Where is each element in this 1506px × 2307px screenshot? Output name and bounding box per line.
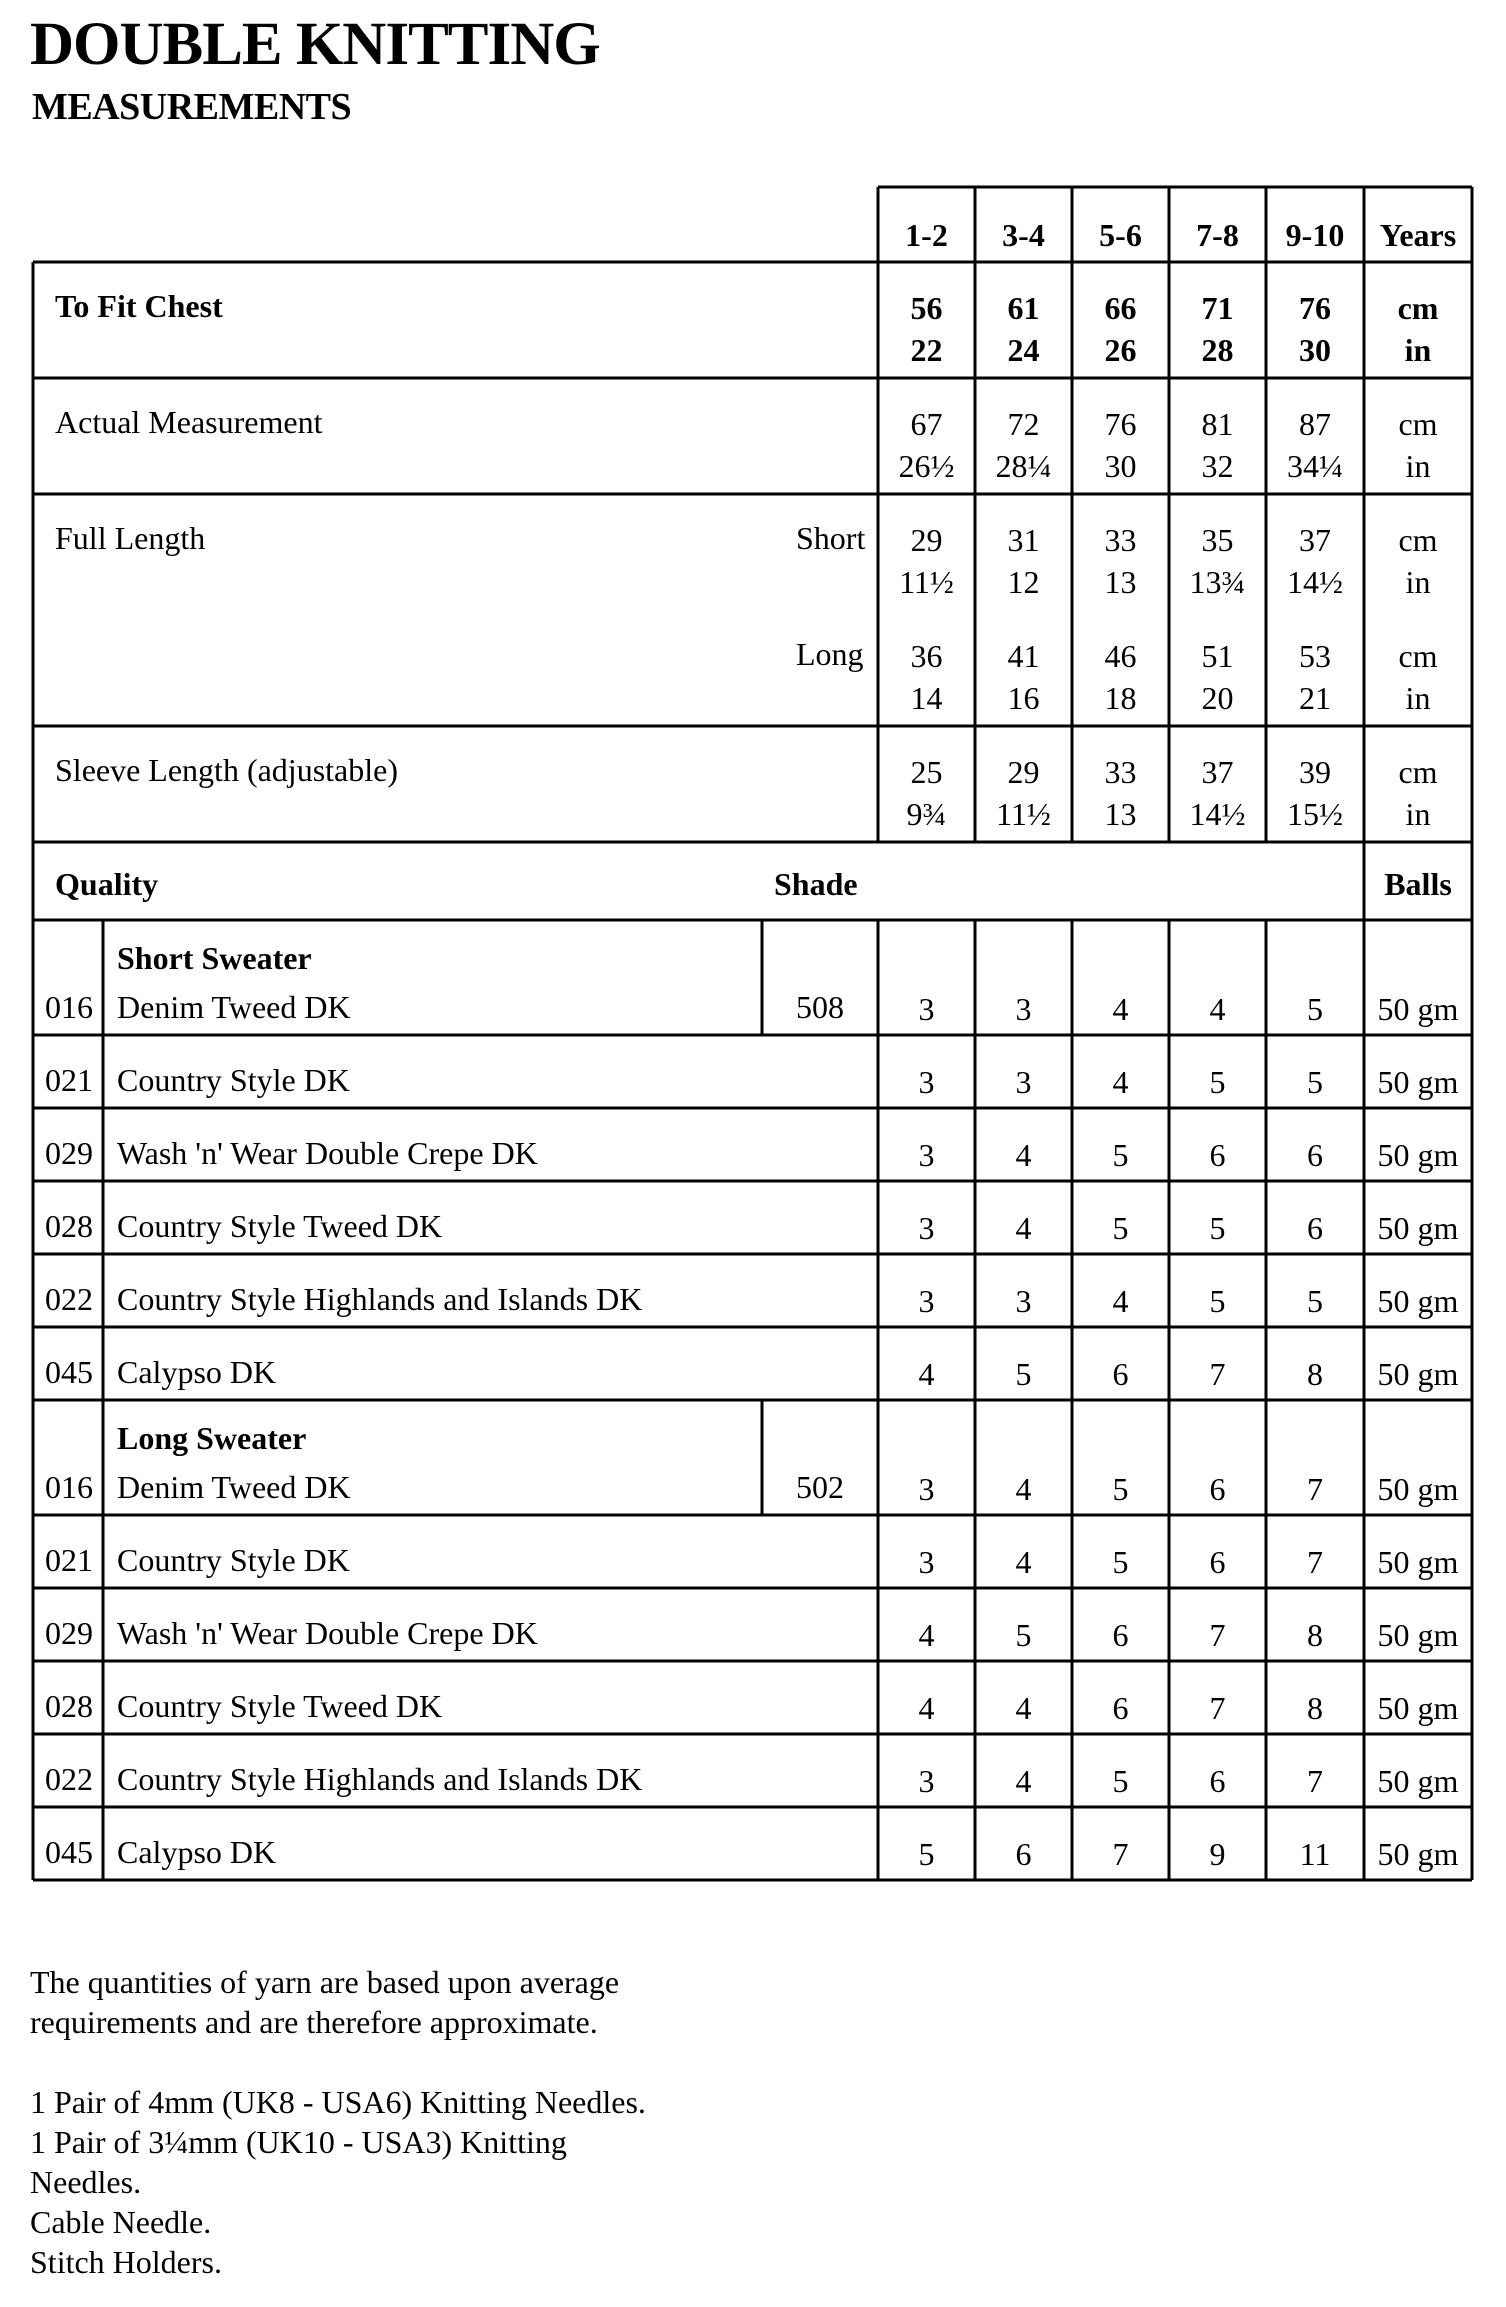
ball-count: 6 [1112,1617,1129,1653]
ball-count: 5 [1307,991,1323,1027]
inch-value: 14½ [1189,796,1246,832]
ball-count: 5 [1209,1210,1226,1246]
inch-value: 13 [1104,796,1137,832]
ball-weight: 50 gm [1377,1210,1459,1246]
ball-count: 3 [918,991,935,1027]
ball-count: 5 [1112,1137,1129,1173]
measurement-label: To Fit Chest [55,288,223,324]
ball-count: 5 [1015,1617,1032,1653]
yarn-name: Country Style Highlands and Islands DK [117,1281,643,1317]
cm-value: 56 [910,290,943,326]
cm-unit: cm [1398,754,1438,790]
ball-count: 4 [1015,1137,1032,1173]
inch-value: 34¼ [1287,448,1343,484]
ball-count: 6 [1015,1836,1032,1872]
sweater-group-heading: Short Sweater [117,940,312,976]
ball-count: 4 [1112,991,1129,1027]
ball-weight: 50 gm [1377,1617,1459,1653]
yarn-name: Country Style Highlands and Islands DK [117,1761,643,1797]
cm-value: 41 [1007,638,1040,674]
inch-value: 11½ [996,796,1051,832]
ball-count: 4 [1015,1763,1032,1799]
ball-weight: 50 gm [1377,1690,1459,1726]
inch-value: 18 [1104,680,1137,716]
ball-count: 4 [1209,991,1226,1027]
ball-count: 3 [1015,1064,1032,1100]
cm-value: 25 [910,754,943,790]
ball-count: 3 [918,1210,935,1246]
cm-value: 76 [1299,290,1331,326]
ball-count: 3 [918,1064,935,1100]
inch-value: 21 [1299,680,1331,716]
ball-weight: 50 gm [1377,1763,1459,1799]
needles-note-line: 1 Pair of 3¼mm (UK10 - USA3) Knitting [30,2124,567,2160]
inch-value: 11½ [899,564,954,600]
measurement-label: Actual Measurement [55,404,323,440]
cm-value: 76 [1104,406,1137,442]
needles-note-line: Needles. [30,2164,142,2200]
yarn-name: Calypso DK [117,1834,277,1870]
inch-value: 24 [1007,332,1040,368]
cm-value: 67 [910,406,943,442]
ball-count: 5 [1112,1471,1129,1507]
inch-value: 30 [1104,448,1137,484]
inch-value: 14 [910,680,943,716]
quality-code: 022 [45,1281,93,1317]
yarn-name: Country Style DK [117,1542,350,1578]
inch-value: 9¾ [906,796,947,832]
ball-count: 7 [1307,1471,1323,1507]
quality-code: 021 [45,1062,93,1098]
ball-count: 5 [1307,1283,1323,1319]
inch-value: 30 [1299,332,1331,368]
inch-unit: in [1405,448,1431,484]
size-column-header: 5-6 [1099,217,1142,253]
ball-count: 4 [1112,1283,1129,1319]
cm-value: 33 [1104,522,1137,558]
cm-value: 51 [1201,638,1234,674]
ball-count: 6 [1209,1763,1226,1799]
ball-count: 7 [1112,1836,1129,1872]
ball-count: 7 [1307,1763,1323,1799]
ball-count: 3 [1015,991,1032,1027]
shade-header: Shade [774,866,858,902]
ball-count: 5 [1209,1064,1226,1100]
document-title: DOUBLE KNITTING [30,11,600,78]
cm-value: 29 [1007,754,1040,790]
quality-code: 016 [45,1469,93,1505]
ball-count: 4 [1015,1471,1032,1507]
ball-count: 4 [918,1690,935,1726]
ball-count: 3 [918,1544,935,1580]
yarn-name: Denim Tweed DK [117,1469,351,1505]
ball-count: 5 [1209,1283,1226,1319]
size-column-header: 3-4 [1002,217,1045,253]
cm-value: 37 [1201,754,1234,790]
yarn-name: Country Style Tweed DK [117,1688,443,1724]
yarn-name: Denim Tweed DK [117,989,351,1025]
cm-value: 31 [1007,522,1040,558]
ball-count: 6 [1307,1137,1323,1173]
yarn-name: Country Style DK [117,1062,350,1098]
ball-count: 5 [1015,1356,1032,1392]
size-column-header: 7-8 [1196,217,1239,253]
cm-unit: cm [1398,522,1438,558]
ball-count: 7 [1209,1356,1226,1392]
cm-value: 29 [910,522,943,558]
cm-value: 61 [1007,290,1040,326]
cm-value: 46 [1104,638,1137,674]
ball-count: 7 [1209,1690,1226,1726]
ball-count: 7 [1209,1617,1226,1653]
quality-code: 021 [45,1542,93,1578]
quantities-note-line: requirements and are therefore approximate. [30,2004,598,2040]
needles-note-line: Cable Needle. [30,2204,212,2240]
ball-count: 5 [918,1836,935,1872]
units-column-header: Years [1379,217,1457,253]
ball-weight: 50 gm [1377,1064,1459,1100]
inch-value: 14½ [1287,564,1343,600]
measurement-label: Sleeve Length (adjustable) [55,752,398,788]
quality-code: 028 [45,1208,93,1244]
cm-unit: cm [1397,290,1439,326]
length-variant-label: Long [796,636,864,672]
inch-value: 28¼ [995,448,1052,484]
needles-note-line: Stitch Holders. [30,2244,222,2280]
ball-count: 5 [1307,1064,1323,1100]
ball-count: 9 [1209,1836,1226,1872]
shade-number: 502 [796,1469,844,1505]
ball-count: 6 [1209,1137,1226,1173]
quality-code: 016 [45,989,93,1025]
cm-value: 71 [1201,290,1234,326]
quality-code: 045 [45,1354,93,1390]
ball-count: 5 [1112,1210,1129,1246]
length-variant-label: Short [796,520,866,556]
ball-count: 7 [1307,1544,1323,1580]
inch-value: 13 [1104,564,1137,600]
inch-unit: in [1404,332,1432,368]
ball-count: 5 [1112,1544,1129,1580]
inch-unit: in [1405,564,1431,600]
ball-count: 6 [1209,1544,1226,1580]
inch-value: 26 [1104,332,1137,368]
inch-value: 12 [1007,564,1040,600]
notes-block [30,1962,790,2282]
balls-header: Balls [1384,866,1452,902]
inch-unit: in [1405,680,1431,716]
inch-value: 13¾ [1189,564,1246,600]
cm-value: 66 [1104,290,1137,326]
ball-count: 3 [918,1283,935,1319]
ball-count: 6 [1307,1210,1323,1246]
ball-weight: 50 gm [1377,1283,1459,1319]
ball-count: 4 [1112,1064,1129,1100]
cm-unit: cm [1398,638,1438,674]
ball-weight: 50 gm [1377,1836,1459,1872]
ball-count: 4 [1015,1544,1032,1580]
ball-count: 3 [918,1763,935,1799]
cm-value: 35 [1201,522,1234,558]
inch-value: 15½ [1287,796,1343,832]
ball-weight: 50 gm [1377,1137,1459,1173]
yarn-name: Country Style Tweed DK [117,1208,443,1244]
ball-count: 6 [1112,1690,1129,1726]
ball-count: 4 [1015,1690,1032,1726]
inch-value: 20 [1201,680,1234,716]
cm-value: 72 [1007,406,1040,442]
quality-header: Quality [55,866,159,902]
yarn-name: Wash 'n' Wear Double Crepe DK [117,1135,538,1171]
ball-count: 8 [1307,1617,1323,1653]
cm-unit: cm [1398,406,1438,442]
ball-weight: 50 gm [1377,1471,1459,1507]
cm-value: 87 [1299,406,1331,442]
ball-count: 6 [1209,1471,1226,1507]
cm-value: 37 [1299,522,1331,558]
quality-code: 029 [45,1615,93,1651]
ball-count: 11 [1299,1836,1331,1872]
yarn-name: Wash 'n' Wear Double Crepe DK [117,1615,538,1651]
ball-weight: 50 gm [1377,1356,1459,1392]
ball-count: 6 [1112,1356,1129,1392]
quality-code: 028 [45,1688,93,1724]
document-subtitle: MEASUREMENTS [32,86,352,128]
inch-value: 32 [1201,448,1234,484]
size-column-header: 1-2 [905,217,948,253]
ball-count: 4 [918,1617,935,1653]
inch-value: 28 [1201,332,1234,368]
ball-count: 3 [918,1137,935,1173]
cm-value: 36 [910,638,943,674]
quantities-note-line: The quantities of yarn are based upon average [30,1964,620,2000]
ball-count: 5 [1112,1763,1129,1799]
ball-count: 8 [1307,1356,1323,1392]
quality-code: 022 [45,1761,93,1797]
inch-value: 22 [910,332,943,368]
ball-count: 4 [918,1356,935,1392]
sweater-group-heading: Long Sweater [117,1420,307,1456]
yarn-name: Calypso DK [117,1354,277,1390]
ball-count: 3 [918,1471,935,1507]
inch-value: 16 [1007,680,1040,716]
cm-value: 39 [1299,754,1331,790]
needles-note-line: 1 Pair of 4mm (UK8 - USA6) Knitting Needles. [30,2084,646,2120]
cm-value: 81 [1201,406,1234,442]
ball-count: 4 [1015,1210,1032,1246]
ball-count: 8 [1307,1690,1323,1726]
cm-value: 33 [1104,754,1137,790]
quality-code: 045 [45,1834,93,1870]
quality-code: 029 [45,1135,93,1171]
size-column-header: 9-10 [1285,217,1345,253]
measurement-label: Full Length [55,520,206,556]
inch-value: 26½ [898,448,955,484]
shade-number: 508 [796,989,844,1025]
ball-weight: 50 gm [1377,991,1459,1027]
ball-count: 3 [1015,1283,1032,1319]
inch-unit: in [1405,796,1431,832]
ball-weight: 50 gm [1377,1544,1459,1580]
cm-value: 53 [1299,638,1331,674]
